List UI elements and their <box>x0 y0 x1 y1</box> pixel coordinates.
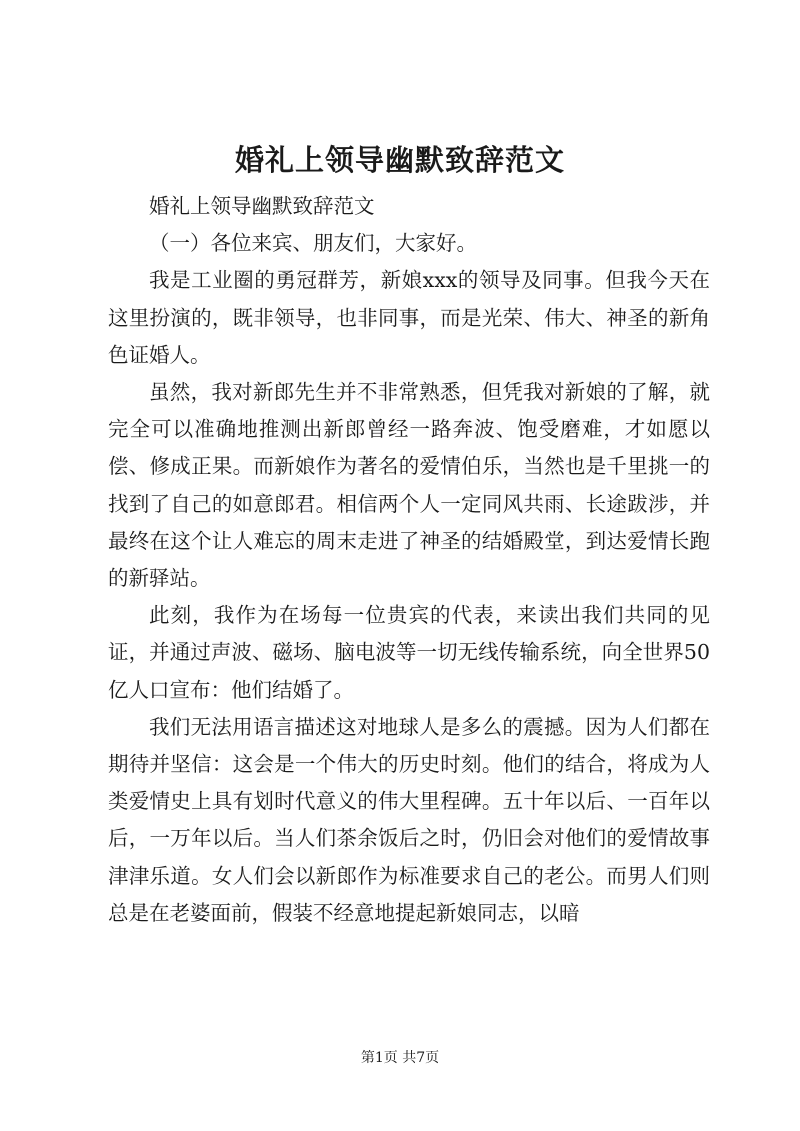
paragraph-subtitle: 婚礼上领导幽默致辞范文 <box>149 194 375 218</box>
paragraph-greeting: （一）各位来宾、朋友们，大家好。 <box>149 231 477 256</box>
document-body <box>108 188 710 932</box>
paragraph: 我是工业圈的勇冠群芳，新娘xxx的领导及同事。但我今天在这里扮演的，既非领导，也非同事，而是光荣、伟大、神圣的新角色证婚人。 <box>108 268 710 367</box>
page-title: 婚礼上领导幽默致辞范文 <box>234 143 565 177</box>
page-number: 第1页 共7页 <box>360 1050 440 1066</box>
paragraph: 虽然，我对新郎先生并不非常熟悉，但凭我对新娘的了解，就完全可以准确地推测出新郎曾经一路奔波、饱受磨难，才如愿以偿、修成正果。而新娘作为著名的爱情伯乐，当然也是千里挑一的找到了自己的如意郎君。相信两个人一定同风共雨、长途跋涉，并最终在这个让人难忘的周末走进了神圣的结婚殿堂，到达爱情长跑的新驿站。 <box>108 380 710 591</box>
paragraph: 我们无法用语言描述这对地球人是多么的震撼。因为人们都在期待并坚信：这会是一个伟大的历史时刻。他们的结合，将成为人类爱情史上具有划时代意义的伟大里程碑。五十年以后、一百年以后，一万年以后。当人们茶余饭后之时，仍旧会对他们的爱情故事津津乐道。女人们会以新郎作为标准要求自己的老公。而男人们则总是在老婆面前，假装不经意地提起新娘同志，以暗 <box>108 714 710 925</box>
paragraph: 此刻，我作为在场每一位贵宾的代表，来读出我们共同的见证，并通过声波、磁场、脑电波等一切无线传输系统，向全世界50亿人口宣布：他们结婚了。 <box>108 603 710 702</box>
